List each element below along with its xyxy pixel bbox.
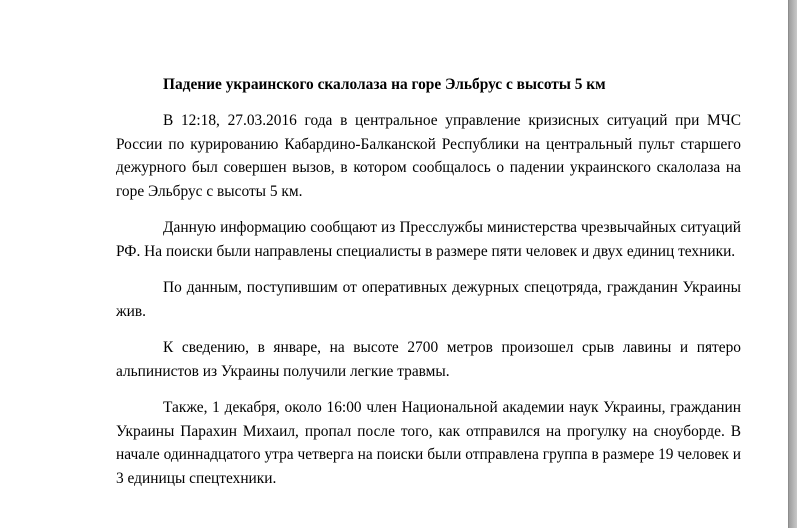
document-title: Падение украинского скалолаза на горе Эльбрус с высоты 5 км <box>163 76 606 93</box>
paragraph-3: По данным, поступившим от оперативных дежурных спецотряда, гражданин Украины жив. <box>116 279 741 320</box>
paragraph-4: К сведению, в январе, на высоте 2700 метров произошел срыв лавины и пятеро альпинистов из Украины получили легкие травмы. <box>116 339 741 380</box>
paragraph-2: Данную информацию сообщают из Пресслужбы министерства чрезвычайных ситуаций РФ. На поиски были направлены специалисты в размере пяти человек и двух единиц техники. <box>116 219 741 260</box>
document-body <box>116 74 741 503</box>
window-edge <box>789 0 797 528</box>
paragraph-5: Также, 1 декабря, около 16:00 член Национальной академии наук Украины, гражданин Украины Парахин Михаил, пропал после того, как отправился на прогулку на сноуборде. В начале одиннадцатого утра четверга на поиски были отправлена группа в размере 19 человек и 3 единицы спецтехники. <box>116 399 741 487</box>
paragraph-1: В 12:18, 27.03.2016 года в центральное управление кризисных ситуаций при МЧС России по курированию Кабардино-Балканской Республики на центральный пульт старшего дежурного был совершен вызов, в котором сообщалось о падении украинского скалолаза на горе Эльбрус с высоты 5 км. <box>116 112 741 200</box>
